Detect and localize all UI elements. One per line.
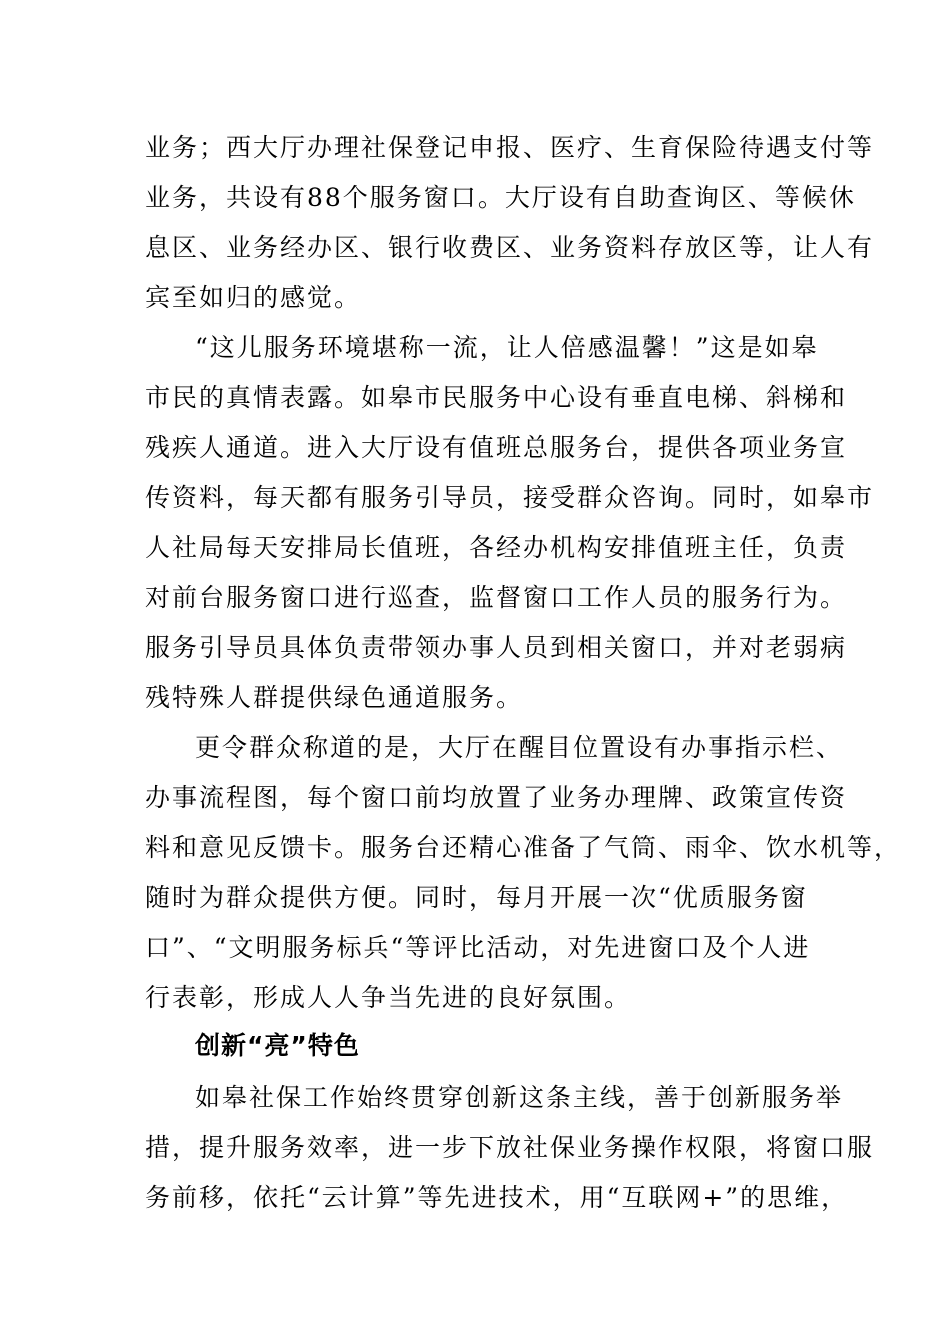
paragraph-4-line-2: 措，提升服务效率，进一步下放社保业务操作权限，将窗口服	[145, 1133, 875, 1162]
paragraph-2-line-2: 市民的真情表露。如皋市民服务中心设有垂直电梯、斜梯和	[145, 383, 848, 412]
paragraph-2-line-5: 人社局每天安排局长值班，各经办机构安排值班主任，负责	[145, 533, 848, 562]
paragraph-4-line-3: 务前移，依托“云计算”等先进技术，用“互联网+”的思维，	[145, 1183, 849, 1212]
paragraph-1-line-4: 宾至如归的感觉。	[145, 283, 362, 312]
paragraph-2-line-3: 残疾人通道。进入大厅设有值班总服务台，提供各项业务宣	[145, 433, 848, 462]
paragraph-3-line-2: 办事流程图，每个窗口前均放置了业务办理牌、政策宣传资	[145, 783, 848, 812]
paragraph-2-line-4: 传资料，每天都有服务引导员，接受群众咨询。同时，如皋市	[145, 483, 875, 512]
paragraph-3-line-6: 行表彰，形成人人争当先进的良好氛围。	[145, 983, 632, 1012]
paragraph-2-line-1: “这儿服务环境堪称一流，让人倍感温馨！”这是如皋	[195, 333, 819, 362]
paragraph-2-line-8: 残特殊人群提供绿色通道服务。	[145, 683, 524, 712]
section-heading: 创新“亮”特色	[195, 1031, 360, 1060]
paragraph-3-line-5: 口”、“文明服务标兵“等评比活动，对先进窗口及个人进	[145, 933, 811, 962]
paragraph-1-line-3: 息区、业务经办区、银行收费区、业务资料存放区等，让人有	[145, 233, 875, 262]
paragraph-2-line-6: 对前台服务窗口进行巡查，监督窗口工作人员的服务行为。	[145, 583, 848, 612]
paragraph-4-line-1: 如皋社保工作始终贯穿创新这条主线，善于创新服务举	[195, 1083, 844, 1112]
paragraph-2-line-7: 服务引导员具体负责带领办事人员到相关窗口，并对老弱病	[145, 633, 848, 662]
paragraph-3-line-3: 料和意见反馈卡。服务台还精心准备了气筒、雨伞、饮水机等，	[145, 833, 902, 862]
paragraph-1-line-1: 业务；西大厅办理社保登记申报、医疗、生育保险待遇支付等	[145, 133, 875, 162]
paragraph-3-line-4: 随时为群众提供方便。同时，每月开展一次“优质服务窗	[145, 883, 808, 912]
paragraph-1-line-2: 业务，共设有88个服务窗口。大厅设有自助查询区、等候休	[145, 183, 856, 212]
paragraph-3-line-1: 更令群众称道的是，大厅在醒目位置设有办事指示栏、	[195, 733, 844, 762]
